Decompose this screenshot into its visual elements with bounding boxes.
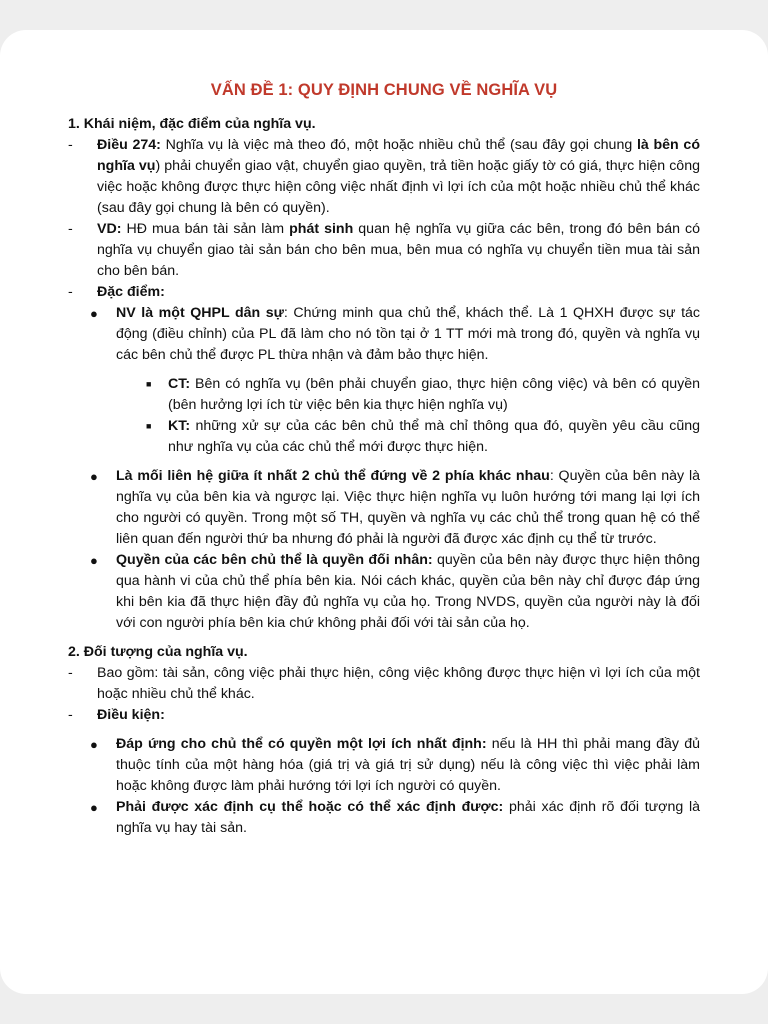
dieu-274-paragraph bbox=[68, 135, 700, 219]
vd-paragraph bbox=[68, 219, 700, 282]
section-heading-2: 2. Đối tượng của nghĩa vụ. bbox=[68, 644, 248, 660]
dash-marker: - bbox=[68, 221, 73, 237]
bullet-dap-ung bbox=[68, 734, 700, 797]
bullet-xac-dinh-text: phải xác định rõ đối tượng là nghĩa vụ hay tài sản. bbox=[116, 799, 700, 836]
bullet-dap-ung-text: nếu là HH thì phải mang đầy đủ thuộc tính của một hàng hóa (giá trị và giá trị sử dụng) nếu là công việc thì việc phải làm hoặc không được làm phải hướng tới lợi ích người có quyền. bbox=[116, 736, 700, 794]
sub-bullet-kt-label: KT: bbox=[168, 418, 191, 434]
bullet-quyen-doi-nhan-text: quyền của bên này được thực hiện thông qua hành vi của chủ thể phía bên kia. Nói cách khác, quyền của bên này chỉ được đáp ứng khi bên kia đã thực hiện đầy đủ nghĩa vụ của họ. Trong NVDS, quyền của người này là đối với con người phía bên kia chứ không phải đối với tài sản của họ. bbox=[116, 552, 700, 631]
bullet-nv-qhpl bbox=[68, 303, 700, 366]
bullet-marker: ● bbox=[90, 306, 98, 321]
dieu-kien-paragraph bbox=[68, 705, 700, 726]
bullet-marker: ● bbox=[90, 800, 98, 815]
bullet-dap-ung-label: Đáp ứng cho chủ thể có quyền một lợi ích nhất định: bbox=[116, 736, 487, 752]
section-heading-1: 1. Khái niệm, đặc điểm của nghĩa vụ. bbox=[68, 116, 316, 132]
sub-bullet-ct bbox=[68, 374, 700, 416]
dash-marker: - bbox=[68, 707, 73, 723]
dash-marker: - bbox=[68, 284, 73, 300]
bullet-moi-lien-he-label: Là mối liên hệ giữa ít nhất 2 chủ thể đứng về 2 phía khác nhau bbox=[116, 468, 550, 484]
bao-gom-paragraph bbox=[68, 663, 700, 705]
bao-gom-text: Bao gồm: tài sản, công việc phải thực hiện, công việc không được thực hiện vì lợi ích của một hoặc nhiều chủ thể khác. bbox=[97, 665, 700, 702]
sub-bullet-kt bbox=[68, 416, 700, 458]
dac-diem-paragraph bbox=[68, 282, 700, 303]
sub-bullet-ct-label: CT: bbox=[168, 376, 191, 392]
dieu-kien-label: Điều kiện: bbox=[97, 707, 165, 723]
dash-marker: - bbox=[68, 137, 73, 153]
sub-bullet-kt-text: những xử sự của các bên chủ thể mà chỉ thông qua đó, quyền yêu cầu cũng như nghĩa vụ của các chủ thể mới được thực hiện. bbox=[168, 418, 700, 455]
dieu-274-label: Điều 274: bbox=[97, 137, 161, 153]
dash-marker: - bbox=[68, 665, 73, 681]
vd-bold: phát sinh bbox=[289, 221, 354, 237]
vd-text-2: quan hệ nghĩa vụ giữa các bên, trong đó bên bán có nghĩa vụ chuyển giao tài sản bán cho bên mua, bên mua có nghĩa vụ chuyển tiền mua tài sản cho bên bán. bbox=[97, 221, 700, 279]
dieu-274-bold: là bên có nghĩa vụ bbox=[97, 137, 700, 174]
bullet-marker: ● bbox=[90, 469, 98, 484]
bullet-nv-qhpl-text: : Chứng minh qua chủ thể, khách thể. Là 1 QHXH được sự tác động (điều chỉnh) của PL đã làm cho nó tồn tại ở 1 TT mới mà trong đó, quyền và nghĩa vụ các bên chủ thể được PL thừa nhận và đảm bảo thực hiện. bbox=[116, 305, 700, 363]
bullet-marker: ● bbox=[90, 553, 98, 568]
document-page bbox=[0, 30, 768, 994]
bullet-xac-dinh-label: Phải được xác định cụ thể hoặc có thể xác định được: bbox=[116, 799, 504, 815]
bullet-nv-qhpl-label: NV là một QHPL dân sự bbox=[116, 305, 284, 321]
bullet-xac-dinh bbox=[68, 797, 700, 839]
bullet-moi-lien-he-text: : Quyền của bên này là nghĩa vụ của bên kia và ngược lại. Việc thực hiện nghĩa vụ luôn hướng tới mang lại lợi ích cho người có quyền. Trong một số TH, quyền và nghĩa vụ các chủ thể trong quan hệ có thể liên quan đến người thứ ba nhưng đó phải là người đã được xác định cụ thể từ trước. bbox=[116, 468, 700, 547]
bullet-quyen-doi-nhan-label: Quyền của các bên chủ thể là quyền đối nhân: bbox=[116, 552, 433, 568]
document-content bbox=[68, 78, 700, 839]
bullet-marker: ● bbox=[90, 737, 98, 752]
sub-bullet-ct-text: Bên có nghĩa vụ (bên phải chuyển giao, thực hiện công việc) và bên có quyền (bên hưởng lợi ích từ việc bên kia thực hiện nghĩa vụ) bbox=[168, 376, 700, 413]
dieu-274-text-1: Nghĩa vụ là việc mà theo đó, một hoặc nhiều chủ thể (sau đây gọi chung bbox=[160, 137, 637, 153]
square-marker: ■ bbox=[146, 421, 152, 431]
document-title: VẤN ĐỀ 1: QUY ĐỊNH CHUNG VỀ NGHĨA VỤ bbox=[210, 81, 558, 99]
bullet-moi-lien-he bbox=[68, 466, 700, 550]
dieu-274-text-2: ) phải chuyển giao vật, chuyển giao quyền, trả tiền hoặc giấy tờ có giá, thực hiện công việc hoặc không được thực hiện công việc nhất định vì lợi ích của một hoặc nhiều chủ thể khác (sau đây gọi chung là bên có quyền). bbox=[97, 158, 700, 216]
square-marker: ■ bbox=[146, 379, 152, 389]
vd-text-1: HĐ mua bán tài sản làm bbox=[121, 221, 290, 237]
dac-diem-label: Đặc điểm: bbox=[97, 284, 165, 300]
bullet-quyen-doi-nhan bbox=[68, 550, 700, 634]
vd-label: VD: bbox=[97, 221, 122, 237]
